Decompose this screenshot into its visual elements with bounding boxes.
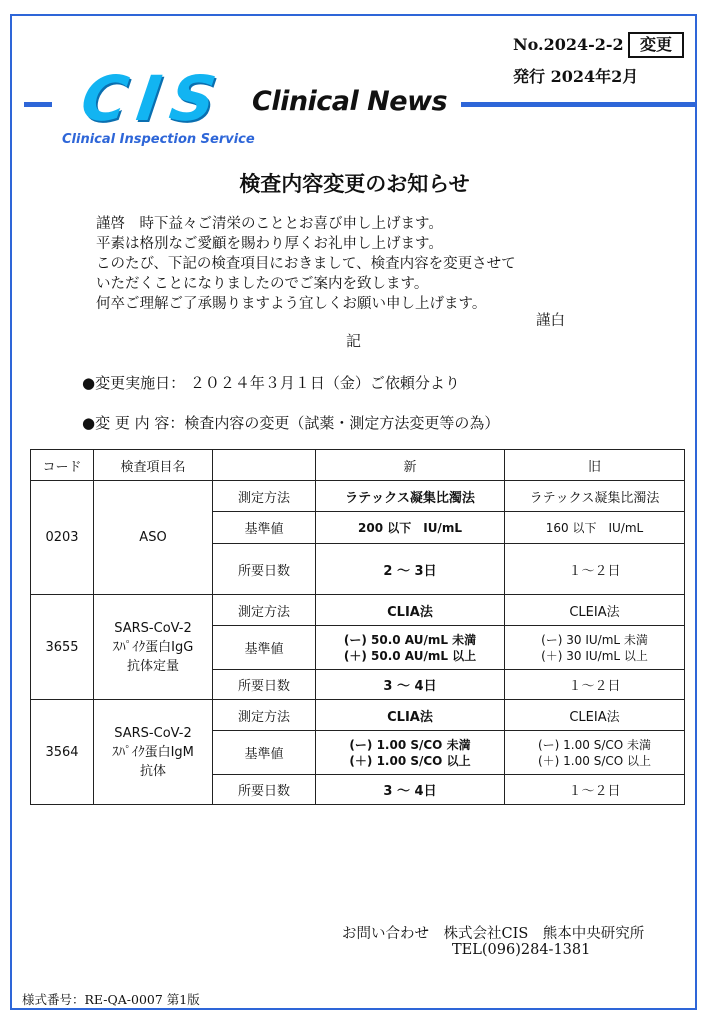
old-value: １～２日 [505, 670, 685, 700]
code-cell: 3655 [31, 595, 94, 700]
sub-label: 測定方法 [213, 700, 316, 731]
new-value: 3 ～ 4日 [316, 670, 505, 700]
item-cell [94, 481, 213, 595]
form-number: 様式番号：RE-QA-0007 第1版 [22, 992, 200, 1007]
code-cell: 3564 [31, 700, 94, 805]
item-line: SARS-CoV-2 [114, 620, 192, 636]
new-value-line: (ー) 50.0 AU/mL 未満 [343, 632, 477, 647]
item-line: SARS-CoV-2 [114, 725, 192, 741]
item-cell [94, 595, 213, 700]
old-value: 160 以下 IU/mL [505, 512, 685, 544]
new-value [316, 626, 505, 670]
code-cell: 0203 [31, 481, 94, 595]
table-row [31, 700, 685, 731]
old-value: CLEIA法 [505, 700, 685, 731]
old-value [505, 731, 685, 775]
item-cell [94, 700, 213, 805]
header-new: 新 [316, 450, 505, 481]
body-line: 平素は格別なご愛顧を賜わり厚くお礼申し上げます。 [96, 236, 443, 252]
sub-label: 所要日数 [213, 670, 316, 700]
old-value-line: (＋) 1.00 S/CO 以上 [537, 753, 651, 768]
header-old: 旧 [505, 450, 685, 481]
sub-label: 基準値 [213, 626, 316, 670]
header-rule-right [461, 102, 697, 107]
new-value: ラテックス凝集比濁法 [316, 481, 505, 512]
notice-title: 検査内容変更のお知らせ [239, 171, 470, 196]
closing-word: 謹白 [536, 313, 565, 329]
new-value: CLIA法 [316, 700, 505, 731]
ki-heading: 記 [346, 332, 362, 350]
body-line: 何卒ご理解ご了承賜りますよう宜しくお願い申し上げます。 [96, 296, 487, 312]
change-table [30, 449, 685, 805]
header-code: コード [31, 450, 94, 481]
cis-logo: CIS [76, 62, 231, 135]
contact-line: お問い合わせ 株式会社CIS 熊本中央研究所 [342, 926, 645, 942]
body-line: 謹啓 時下益々ご清栄のこととお喜び申し上げます。 [96, 216, 443, 232]
old-value: CLEIA法 [505, 595, 685, 626]
old-value: １～２日 [505, 775, 685, 805]
new-value-line: (＋) 1.00 S/CO 以上 [349, 753, 471, 768]
old-value-line: (ー) 30 IU/mL 未満 [541, 632, 648, 647]
table-row [31, 595, 685, 626]
item-line: 抗体 [139, 763, 166, 779]
table-row [31, 481, 685, 512]
change-content: ●変 更 内 容：検査内容の変更（試薬・測定方法変更等の為） [82, 414, 500, 432]
new-value: 200 以下 IU/mL [316, 512, 505, 544]
new-value: CLIA法 [316, 595, 505, 626]
sub-label: 所要日数 [213, 544, 316, 595]
body-line: いただくことになりましたのでご案内を致します。 [96, 276, 429, 292]
body-line: このたび、下記の検査項目におきまして、検査内容を変更させて [96, 256, 516, 272]
sub-label: 測定方法 [213, 481, 316, 512]
sub-label: 所要日数 [213, 775, 316, 805]
new-value [316, 731, 505, 775]
header-rule-left [24, 102, 52, 107]
item-line: ｽﾊﾟｲｸ蛋白IgM [112, 744, 194, 760]
old-value-line: (ー) 1.00 S/CO 未満 [537, 737, 651, 752]
new-value-line: (ー) 1.00 S/CO 未満 [349, 737, 471, 752]
header-item: 検査項目名 [94, 450, 213, 481]
old-value: １～２日 [505, 544, 685, 595]
sub-label: 基準値 [213, 731, 316, 775]
newsletter-title: Clinical News [252, 86, 448, 117]
new-value-line: (＋) 50.0 AU/mL 以上 [343, 648, 477, 663]
old-value [505, 626, 685, 670]
document-number: No.2024-2-2 [513, 35, 624, 54]
item-line: 抗体定量 [126, 658, 179, 674]
old-value-line: (＋) 30 IU/mL 以上 [541, 648, 648, 663]
old-value: ラテックス凝集比濁法 [505, 481, 685, 512]
item-line: ASO [139, 530, 167, 545]
sub-label: 基準値 [213, 512, 316, 544]
sub-label: 測定方法 [213, 595, 316, 626]
item-line: ｽﾊﾟｲｸ蛋白IgG [112, 639, 194, 655]
header-blank [213, 450, 316, 481]
new-value: 3 ～ 4日 [316, 775, 505, 805]
contact-phone: TEL(096)284-1381 [452, 942, 591, 958]
change-badge: 変更 [628, 32, 684, 58]
effective-date: ●変更実施日： ２０２４年３月１日（金）ご依頼分より [82, 374, 460, 392]
new-value: 2 ～ 3日 [316, 544, 505, 595]
issue-date: 発行 2024年2月 [513, 67, 639, 86]
logo-subtitle: Clinical Inspection Service [62, 132, 255, 147]
table-header-row [31, 450, 685, 481]
